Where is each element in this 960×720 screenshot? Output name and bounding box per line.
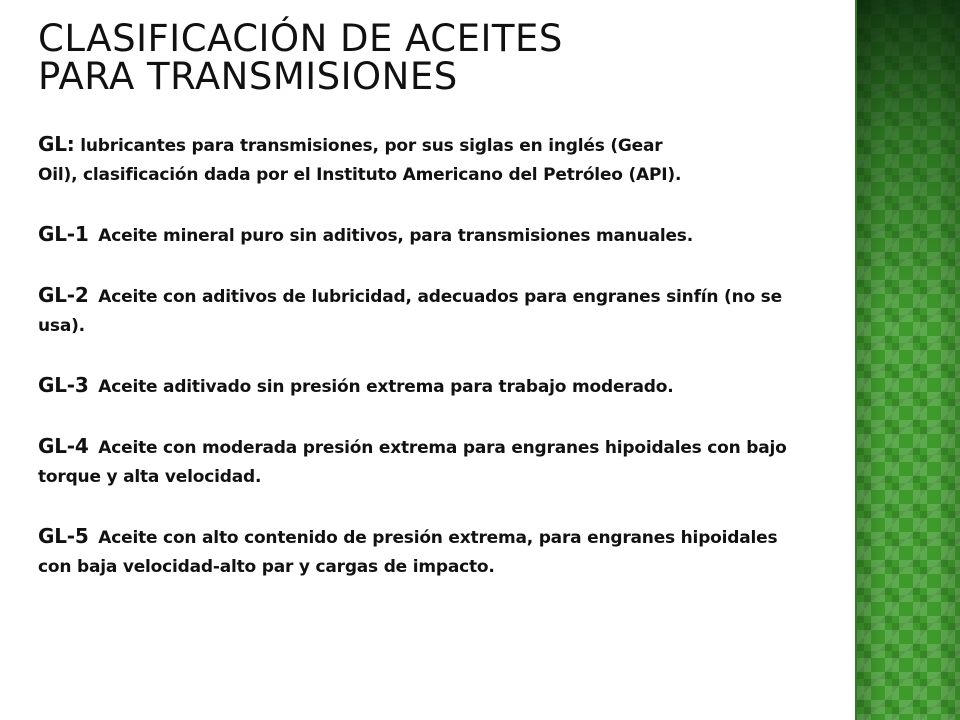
classification-gl4: [38, 432, 848, 492]
classification-code: GL-2: [38, 283, 89, 307]
classification-description: Aceite mineral puro sin aditivos, para transmisiones manuales.: [98, 226, 693, 246]
slide-body: [38, 130, 848, 582]
slide-title-line-1: CLASIFICACIÓN DE ACEITES: [38, 17, 563, 60]
classification-gl3: [38, 371, 848, 402]
decorative-green-panel: [855, 0, 960, 720]
intro-code: GL:: [38, 132, 75, 156]
classification-description: Aceite con aditivos de lubricidad, adecuados para engranes sinfín (no se usa).: [38, 287, 782, 336]
panel-shade: [857, 0, 960, 720]
classification-gl5: [38, 522, 778, 582]
classification-code: GL-3: [38, 373, 89, 397]
intro-paragraph: [38, 130, 698, 190]
slide-title: [38, 17, 838, 98]
classification-description: Aceite con alto contenido de presión extrema, para engranes hipoidales con baja velocidad-alto par y cargas de impacto.: [38, 528, 778, 577]
classification-description: Aceite con moderada presión extrema para engranes hipoidales con bajo torque y alta velocidad.: [38, 438, 787, 487]
intro-text: lubricantes para transmisiones, por sus siglas en inglés (Gear Oil), clasificación dada por el Instituto Americano del Petróleo (API).: [38, 136, 682, 185]
slide-title-line-2: PARA TRANSMISIONES: [38, 55, 458, 98]
classification-code: GL-5: [38, 524, 89, 548]
classification-code: GL-4: [38, 434, 89, 458]
classification-code: GL-1: [38, 222, 89, 246]
classification-gl2: [38, 281, 813, 341]
classification-description: Aceite aditivado sin presión extrema para trabajo moderado.: [98, 377, 674, 397]
classification-gl1: [38, 220, 848, 251]
